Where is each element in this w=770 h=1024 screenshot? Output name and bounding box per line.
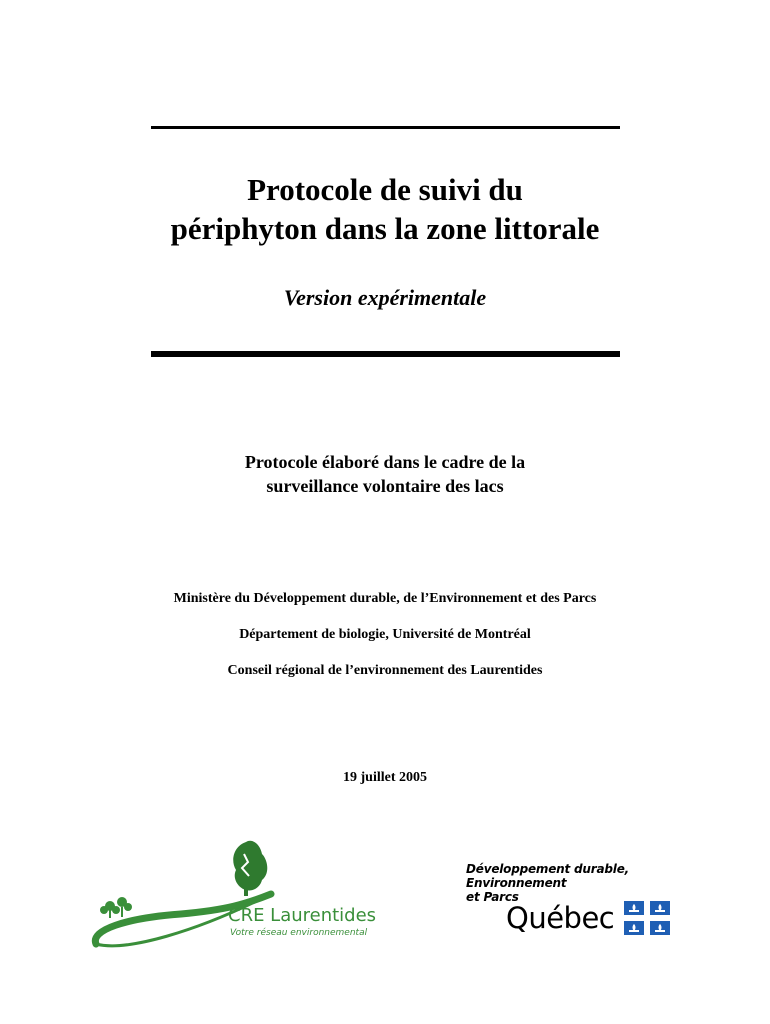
document-title <box>0 170 770 248</box>
quebec-flag-icon <box>624 901 670 935</box>
context-line-1: Protocole élaboré dans le cadre de la <box>244 452 526 472</box>
cre-laurentides-logo <box>86 832 376 957</box>
ministry-logo-line-3: et Parcs <box>466 890 519 904</box>
organization-ministry: Ministère du Développement durable, de l’Environnement et des Parcs <box>173 591 597 606</box>
ministry-logo-line-2: Environnement <box>466 876 567 890</box>
cre-logo-tagline: Votre réseau environnemental <box>230 928 368 938</box>
cre-logo-name: CRE Laurentides <box>228 905 377 926</box>
context-statement <box>0 450 770 498</box>
context-line-2: surveillance volontaire des lacs <box>266 476 504 496</box>
top-rule <box>151 126 620 129</box>
document-date: 19 juillet 2005 <box>343 770 427 785</box>
quebec-government-logo <box>466 862 686 942</box>
document-subtitle: Version expérimentale <box>283 285 487 310</box>
bottom-rule <box>151 351 620 357</box>
organization-cre: Conseil régional de l’environnement des Laurentides <box>227 663 543 678</box>
title-line-1: Protocole de suivi du <box>247 172 523 207</box>
organization-university: Département de biologie, Université de Montréal <box>239 627 531 642</box>
ministry-logo-line-1: Développement durable, <box>466 862 629 876</box>
quebec-wordmark: Québec <box>506 901 615 935</box>
title-line-2: périphyton dans la zone littorale <box>170 211 600 246</box>
